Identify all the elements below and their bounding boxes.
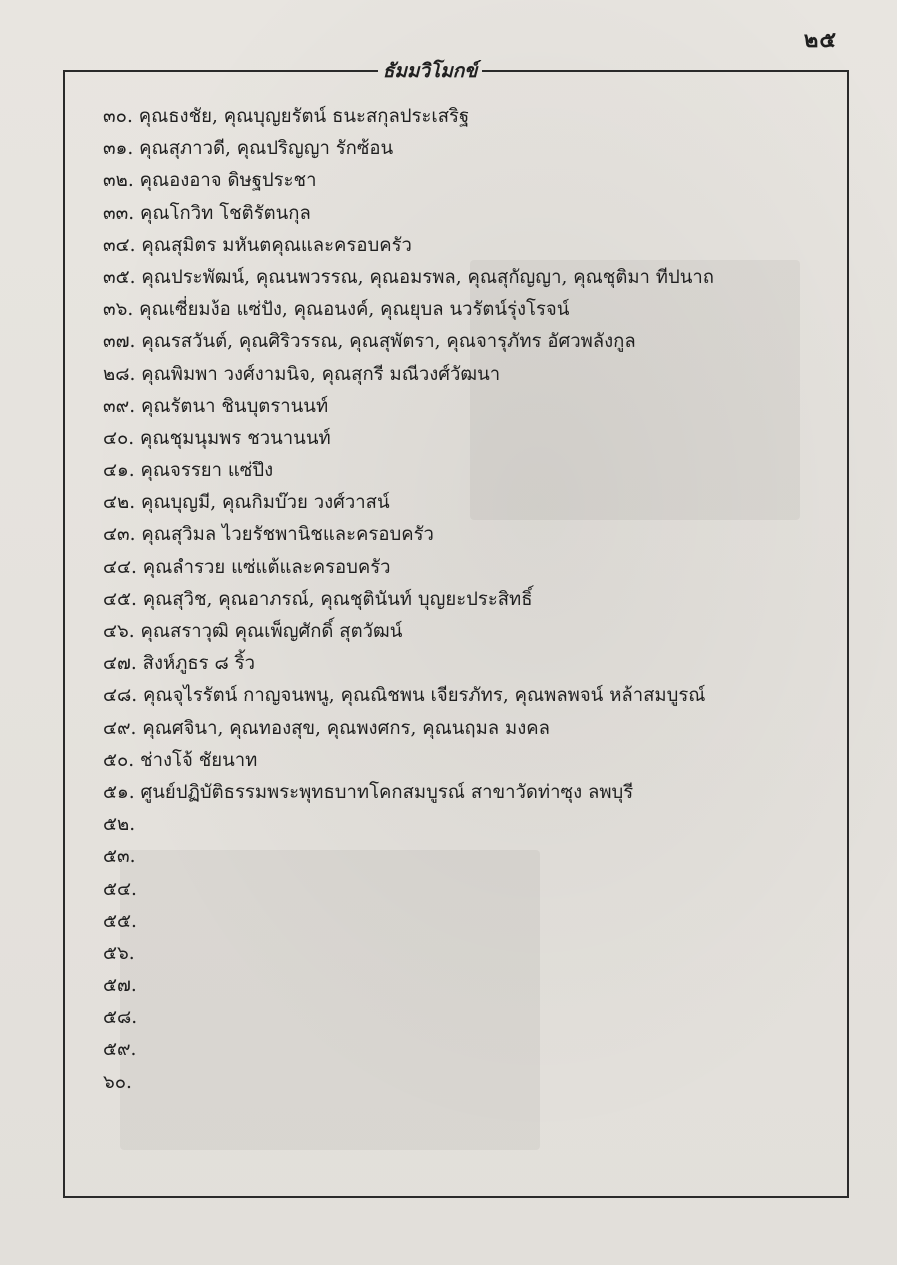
donor-list-item: ๕๐. ช่างโจ้ ชัยนาท [103,749,258,771]
donor-list-item: ๔๙. คุณศจินา, คุณทองสุข, คุณพงศกร, คุณนฤมล มงคล [103,717,550,739]
donor-list-item: ๕๕. [103,910,137,932]
donor-list-item: ๔๘. คุณจุไรรัตน์ กาญจนพนู, คุณณิชพน เจียรภัทร, คุณพลพจน์ หล้าสมบูรณ์ [103,685,706,707]
donor-list-item: ๕๗. [103,975,137,997]
donor-list-item: ๓๑. คุณสุภาวดี, คุณปริญญา รักซ้อน [103,138,394,160]
donor-list-item: ๕๔. [103,878,137,900]
donor-list-item: ๕๖. [103,942,135,964]
donor-list-item: ๒๘. คุณพิมพา วงศ์งามนิจ, คุณสุกรี มณีวงศ์วัฒนา [103,363,501,385]
donor-list-item: ๕๘. [103,1007,138,1029]
donor-list-item: ๕๙. [103,1039,137,1061]
donor-list-item: ๓๓. คุณโกวิท โชติรัตนกุล [103,202,311,224]
donor-list-item: ๔๗. สิงห์ภูธร ๘ ริ้ว [103,653,255,675]
donor-list-item: ๔๔. คุณลำรวย แซ่แต้และครอบครัว [103,556,391,578]
donor-list-item: ๔๒. คุณบุญมี, คุณกิมบ๊วย วงศ์วาสน์ [103,492,390,514]
donor-list-item: ๔๑. คุณจรรยา แซ่ปึง [103,460,274,482]
donor-list [103,101,843,1099]
page-number: ๒๕ [803,27,837,53]
donor-list-item: ๕๑. ศูนย์ปฏิบัติธรรมพระพุทธบาทโคกสมบูรณ์ สาขาวัดท่าซุง ลพบุรี [103,781,634,803]
donor-list-item: ๓๕. คุณประพัฒน์, คุณนพวรรณ, คุณอมรพล, คุณสุกัญญา, คุณชุติมา ทีปนาถ [103,266,714,288]
running-header-title: ธัมมวิโมกข์ [382,60,478,82]
donor-list-item: ๓๐. คุณธงชัย, คุณบุญยรัตน์ ธนะสกุลประเสริฐ [103,106,470,127]
donor-list-item: ๕๓. [103,846,136,868]
donor-list-item: ๓๔. คุณสุมิตร มหันตคุณและครอบครัว [103,234,412,256]
donor-list-item: ๔๓. คุณสุวิมล ไวยรัชพานิชและครอบครัว [103,524,434,546]
donor-list-item: ๔๕. คุณสุวิช, คุณอาภรณ์, คุณชุตินันท์ บุญยะประสิทธิ์ [103,588,533,610]
donor-list-item: ๔๐. คุณชุมนุมพร ชวนานนท์ [103,427,331,449]
donor-list-item: ๖๐. [103,1071,132,1093]
donor-list-item: ๓๗. คุณรสวันต์, คุณศิริวรรณ, คุณสุพัตรา, คุณจารุภัทร อัศวพลังกูล [103,331,636,353]
donor-list-item: ๓๒. คุณองอาจ ดิษฐประชา [103,170,317,192]
donor-list-item: ๕๒. [103,814,136,836]
donor-list-item: ๔๖. คุณสราวุฒิ คุณเพ็ญศักดิ์ สุตวัฒน์ [103,621,403,642]
donor-list-item: ๓๖. คุณเซี่ยมง้อ แซ่ปัง, คุณอนงค์, คุณยุบล นวรัตน์รุ่งโรจน์ [103,299,570,321]
donor-list-item: ๓๙. คุณรัตนา ชินบุตรานนท์ [103,395,329,417]
